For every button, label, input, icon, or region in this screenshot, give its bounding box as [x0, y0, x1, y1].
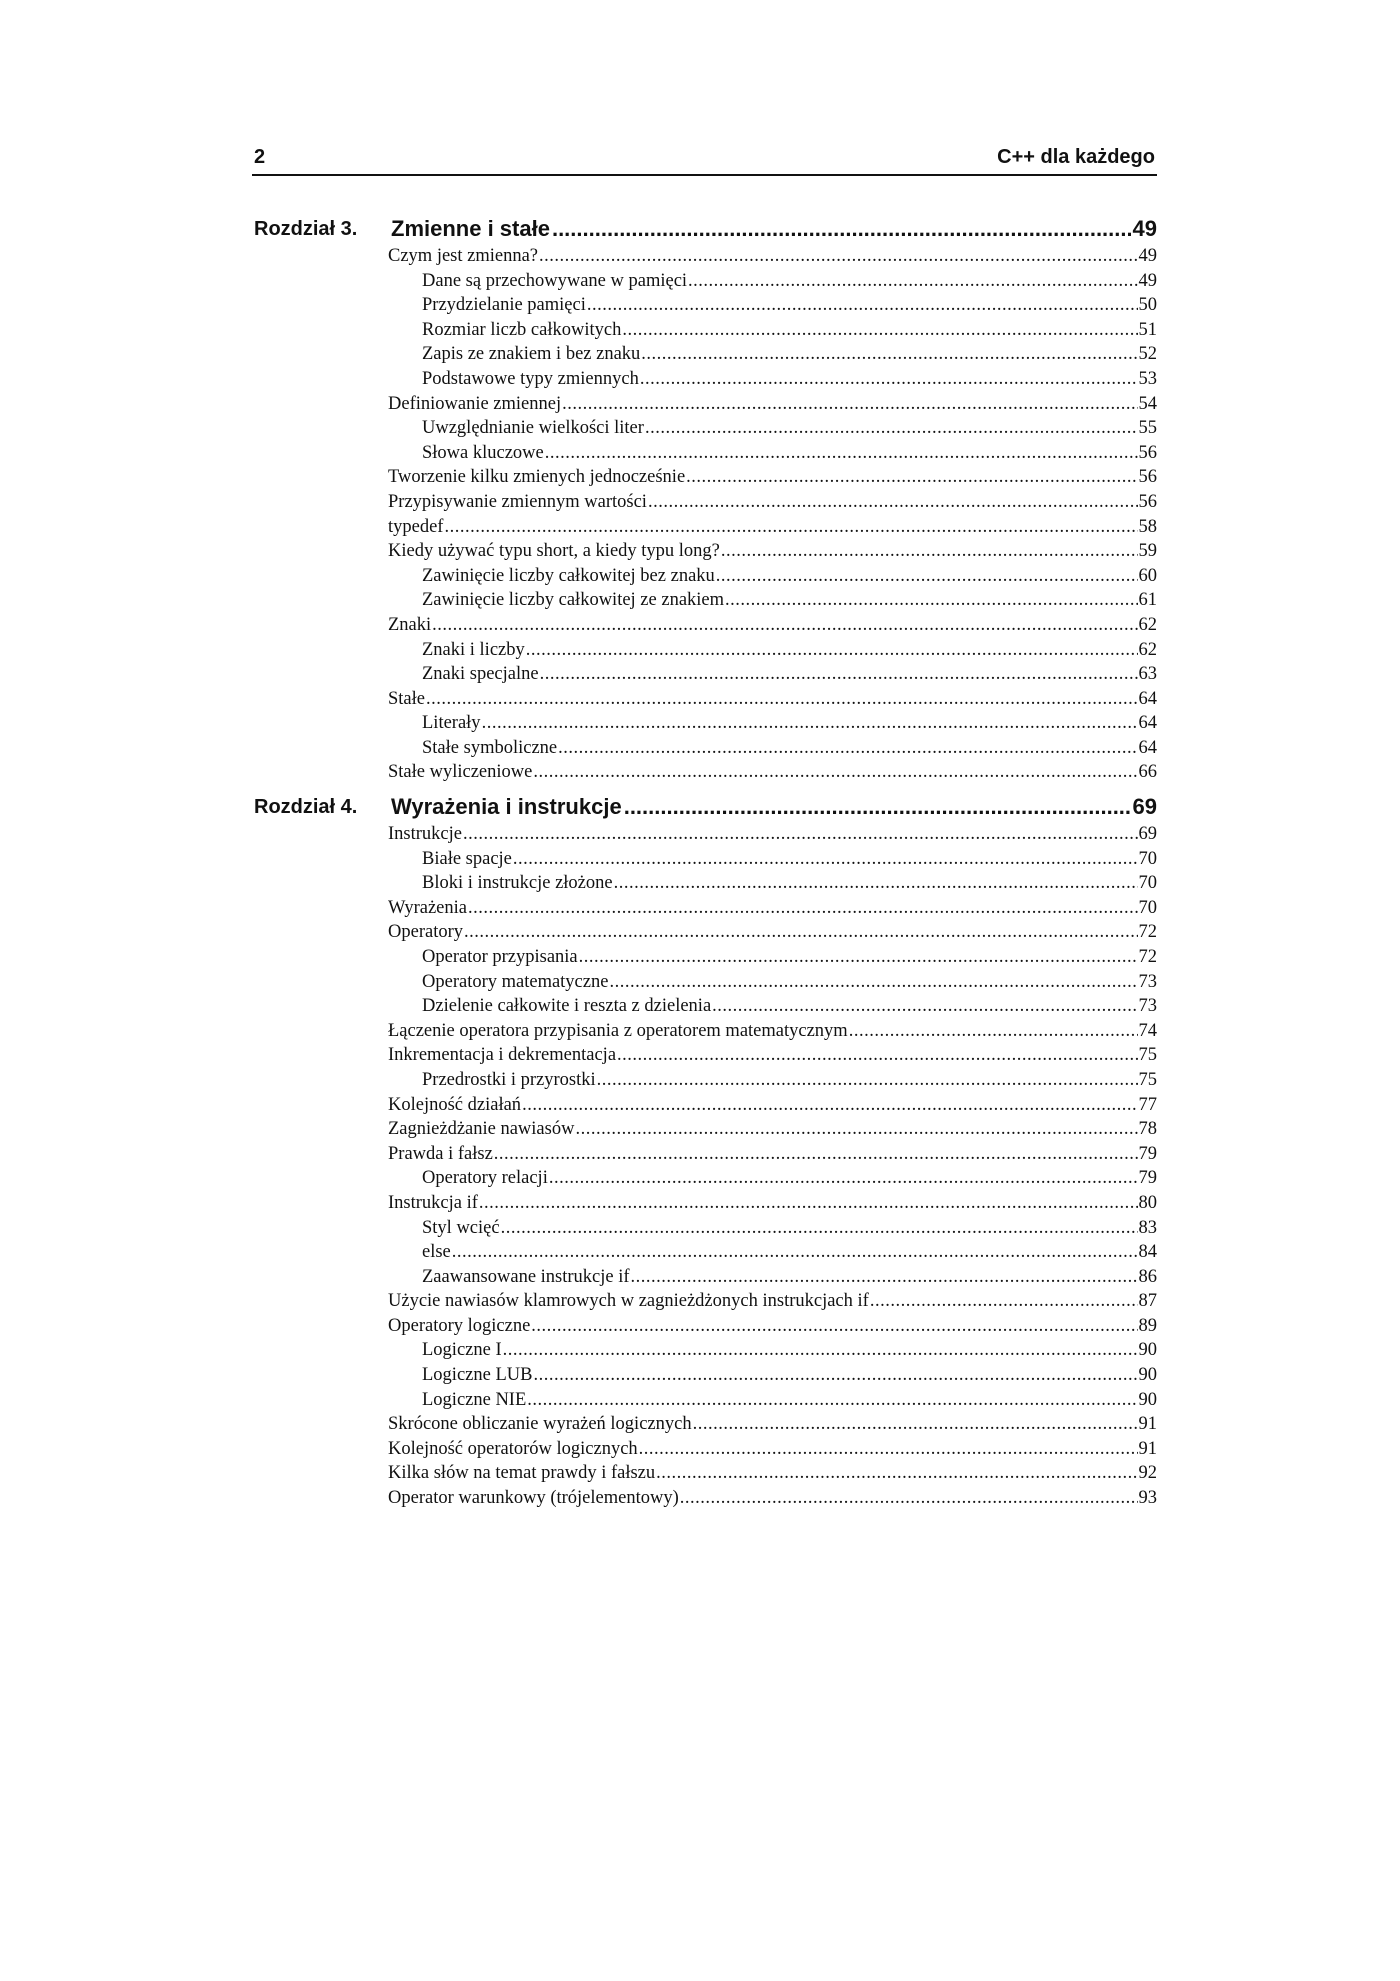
toc-entry-title: Operatory	[388, 922, 463, 943]
toc-entry-title: Uwzględnianie wielkości liter	[422, 418, 644, 439]
dot-leader	[624, 792, 1131, 822]
toc-entry-title: Przedrostki i przyrostki	[422, 1069, 596, 1090]
toc-entry	[252, 920, 1157, 945]
toc-entry-page: 93	[1138, 1488, 1157, 1509]
toc-entry-page: 72	[1138, 922, 1157, 943]
toc-entry-page: 84	[1138, 1242, 1157, 1263]
dot-leader	[725, 588, 1137, 613]
toc-entry-page: 69	[1138, 824, 1157, 844]
dot-leader	[513, 847, 1138, 872]
toc-entry-page: 73	[1138, 996, 1157, 1017]
toc-entry	[252, 1265, 1157, 1290]
toc-entry-title: else	[422, 1242, 451, 1263]
toc-entry	[252, 1338, 1157, 1363]
toc-entry-page: 75	[1138, 1045, 1157, 1066]
toc-entry	[252, 1093, 1157, 1118]
dot-leader	[463, 822, 1138, 847]
toc-entry-title: Logiczne I	[422, 1340, 502, 1361]
toc-entry	[252, 465, 1157, 490]
toc-entry	[252, 1363, 1157, 1388]
toc-entry	[252, 367, 1157, 392]
dot-leader	[640, 367, 1138, 392]
chapter-title: Wyrażenia i instrukcje	[391, 794, 622, 819]
dot-leader	[464, 920, 1138, 945]
chapter-3-section	[252, 214, 1157, 785]
book-title: C++ dla każdego	[997, 146, 1155, 168]
dot-leader	[494, 1142, 1138, 1167]
dot-leader	[870, 1289, 1138, 1314]
toc-entry-page: 64	[1138, 688, 1157, 709]
toc-entry-title: Operator warunkowy (trójelementowy)	[388, 1488, 679, 1509]
chapter-title: Zmienne i stałe	[391, 216, 550, 241]
toc-entry-title: Operatory matematyczne	[422, 971, 609, 992]
chapter-heading	[252, 792, 1157, 822]
toc-entry-page: 63	[1138, 664, 1157, 685]
chapter-page: 49	[1132, 216, 1157, 241]
toc-entry-title: Logiczne NIE	[422, 1389, 527, 1410]
toc-entry-title: Operator przypisania	[422, 946, 578, 967]
toc-entry-title: Białe spacje	[422, 848, 512, 869]
toc-entry-title: Instrukcja if	[388, 1192, 478, 1213]
chapter-page: 69	[1132, 794, 1157, 819]
page-number: 2	[254, 146, 266, 168]
dot-leader	[641, 342, 1137, 367]
toc-entry	[252, 1240, 1157, 1265]
toc-entry-title: Prawda i fałsz	[388, 1143, 493, 1164]
toc-entry-title: Tworzenie kilku zmienych jednocześnie	[388, 467, 686, 488]
dot-leader	[562, 392, 1137, 417]
toc-entry-title: Literały	[422, 713, 481, 734]
toc-entry-page: 75	[1138, 1069, 1157, 1090]
toc-entry-title: Stałe wyliczeniowe	[388, 762, 533, 783]
toc-entry-title: Wyrażenia	[388, 897, 467, 918]
toc-entry-title: Dane są przechowywane w pamięci	[422, 270, 688, 291]
toc-entry	[252, 269, 1157, 294]
dot-leader	[680, 1486, 1138, 1511]
toc-entry-page: 54	[1138, 393, 1157, 414]
toc-entry-page: 64	[1138, 713, 1157, 734]
toc-entry-page: 49	[1138, 270, 1157, 291]
toc-entry-page: 70	[1138, 873, 1157, 894]
toc-entry-title: Skrócone obliczanie wyrażeń logicznych	[388, 1414, 692, 1435]
toc-entry-page: 60	[1138, 565, 1157, 586]
toc-entry	[252, 687, 1157, 712]
toc-entry-page: 55	[1138, 418, 1157, 439]
dot-leader	[501, 1216, 1138, 1241]
toc-entry	[252, 564, 1157, 589]
toc-entry	[252, 490, 1157, 515]
toc-entry	[252, 1437, 1157, 1462]
page-header	[252, 140, 1157, 176]
toc-entry	[252, 871, 1157, 896]
dot-leader	[479, 1191, 1138, 1216]
toc-entry	[252, 1216, 1157, 1241]
chapter-4-section	[252, 792, 1157, 1511]
toc-entry-title: Kolejność działań	[388, 1094, 522, 1115]
dot-leader	[526, 638, 1138, 663]
toc-entry	[252, 760, 1157, 785]
dot-leader	[686, 465, 1137, 490]
dot-leader	[622, 318, 1137, 343]
toc-entry-title: Stałe	[388, 688, 425, 709]
toc-entry-page: 74	[1138, 1020, 1157, 1041]
dot-leader	[522, 1093, 1137, 1118]
toc-entry-title: Dzielenie całkowite i reszta z dzielenia	[422, 996, 712, 1017]
toc-entry-page: 77	[1138, 1094, 1157, 1115]
dot-leader	[639, 1437, 1138, 1462]
toc-entry	[252, 342, 1157, 367]
toc-entry-page: 91	[1138, 1438, 1157, 1459]
toc-entry	[252, 1142, 1157, 1167]
toc-entry	[252, 994, 1157, 1019]
toc-entry	[252, 1019, 1157, 1044]
toc-entry-page: 73	[1138, 971, 1157, 992]
toc-entry-page: 62	[1138, 614, 1157, 635]
toc-entry	[252, 736, 1157, 761]
dot-leader	[716, 564, 1138, 589]
dot-leader	[597, 1068, 1138, 1093]
toc-entry	[252, 318, 1157, 343]
dot-leader	[849, 1019, 1138, 1044]
toc-entry-page: 80	[1138, 1192, 1157, 1213]
toc-entry-page: 78	[1138, 1119, 1157, 1140]
toc-entry-title: Czym jest zmienna?	[388, 246, 539, 266]
toc-entry-title: Instrukcje	[388, 824, 462, 844]
toc-entry-page: 58	[1138, 516, 1157, 537]
toc-entry-title: Bloki i instrukcje złożone	[422, 873, 613, 894]
toc-entry-page: 66	[1138, 762, 1157, 783]
toc-entry	[252, 293, 1157, 318]
toc-entry	[252, 945, 1157, 970]
toc-entry	[252, 441, 1157, 466]
toc-entry-title: Stałe symboliczne	[422, 737, 558, 758]
toc-entry	[252, 896, 1157, 921]
chapter-heading	[252, 214, 1157, 244]
toc-entry	[252, 416, 1157, 441]
toc-entry-title: Kiedy używać typu short, a kiedy typu long?	[388, 541, 720, 562]
dot-leader	[721, 539, 1138, 564]
toc-entry-page: 56	[1138, 467, 1157, 488]
toc-entry	[252, 822, 1157, 847]
toc-entry-title: Znaki	[388, 614, 432, 635]
toc-entry-page: 90	[1138, 1340, 1157, 1361]
dot-leader	[645, 416, 1138, 441]
dot-leader	[549, 1166, 1138, 1191]
toc-entry-page: 83	[1138, 1217, 1157, 1238]
toc-entry	[252, 1068, 1157, 1093]
dot-leader	[688, 269, 1137, 294]
dot-leader	[617, 1043, 1137, 1068]
dot-leader	[533, 760, 1137, 785]
toc-entry-title: Kolejność operatorów logicznych	[388, 1438, 638, 1459]
dot-leader	[539, 244, 1137, 269]
toc-entry	[252, 1043, 1157, 1068]
toc-entry-page: 72	[1138, 946, 1157, 967]
toc-entry	[252, 588, 1157, 613]
toc-entry-title: Styl wcięć	[422, 1217, 500, 1238]
toc-entry-title: typedef	[388, 516, 444, 537]
dot-leader	[533, 1363, 1137, 1388]
toc-entry-title: Zawinięcie liczby całkowitej bez znaku	[422, 565, 715, 586]
toc-entry	[252, 970, 1157, 995]
toc-entry-title: Znaki i liczby	[422, 639, 525, 660]
toc-entry	[252, 392, 1157, 417]
dot-leader	[482, 711, 1138, 736]
dot-leader	[587, 293, 1138, 318]
toc-entry-title: Przydzielanie pamięci	[422, 295, 586, 316]
toc-entry-page: 50	[1138, 295, 1157, 316]
toc-entry	[252, 1166, 1157, 1191]
dot-leader	[648, 490, 1138, 515]
toc-entry-title: Operatory relacji	[422, 1168, 548, 1189]
toc-entry-title: Słowa kluczowe	[422, 442, 544, 463]
toc-entry	[252, 847, 1157, 872]
toc-entry-page: 51	[1138, 319, 1157, 340]
toc-entry	[252, 711, 1157, 736]
toc-entry	[252, 515, 1157, 540]
dot-leader	[452, 1240, 1138, 1265]
dot-leader	[531, 1314, 1137, 1339]
dot-leader	[614, 871, 1138, 896]
dot-leader	[552, 214, 1131, 244]
toc-entry	[252, 638, 1157, 663]
toc-entry-title: Użycie nawiasów klamrowych w zagnieżdżonych instrukcjach if	[388, 1291, 869, 1312]
toc-entry	[252, 1289, 1157, 1314]
toc-entry-page: 79	[1138, 1143, 1157, 1164]
toc-entry-page: 52	[1138, 344, 1157, 365]
toc-entry-page: 53	[1138, 368, 1157, 389]
toc-entry-title: Zawinięcie liczby całkowitej ze znakiem	[422, 590, 725, 611]
toc-entry-title: Podstawowe typy zmiennych	[422, 368, 639, 389]
toc-entry	[252, 1388, 1157, 1413]
toc-entry-page: 92	[1138, 1463, 1157, 1484]
dot-leader	[579, 945, 1138, 970]
toc-entry-title: Zapis ze znakiem i bez znaku	[422, 344, 641, 365]
toc-entry-page: 64	[1138, 737, 1157, 758]
toc-entry-title: Kilka słów na temat prawdy i fałszu	[388, 1463, 656, 1484]
toc-entry-page: 70	[1138, 848, 1157, 869]
toc-entry-page: 56	[1138, 491, 1157, 512]
toc-entry	[252, 1461, 1157, 1486]
toc-entry	[252, 662, 1157, 687]
dot-leader	[468, 896, 1138, 921]
dot-leader	[558, 736, 1137, 761]
toc-entry-title: Zagnieżdżanie nawiasów	[388, 1119, 575, 1140]
toc-entry-title: Łączenie operatora przypisania z operatorem matematycznym	[388, 1020, 848, 1041]
toc-entry-title: Przypisywanie zmiennym wartości	[388, 491, 647, 512]
toc-entry-page: 87	[1138, 1291, 1157, 1312]
dot-leader	[545, 441, 1138, 466]
toc-entry	[252, 539, 1157, 564]
dot-leader	[575, 1117, 1137, 1142]
toc-entry-page: 79	[1138, 1168, 1157, 1189]
dot-leader	[503, 1338, 1138, 1363]
toc-entry-page: 59	[1138, 541, 1157, 562]
dot-leader	[693, 1412, 1138, 1437]
toc-entry-title: Znaki specjalne	[422, 664, 539, 685]
toc-entry	[252, 1191, 1157, 1216]
toc-entry-title: Inkrementacja i dekrementacja	[388, 1045, 617, 1066]
toc-entries	[252, 822, 1157, 1511]
toc-entry-title: Operatory logiczne	[388, 1315, 531, 1336]
chapter-label: Rozdział 3.	[254, 218, 358, 240]
dot-leader	[426, 687, 1138, 712]
toc-entry-page: 89	[1138, 1315, 1157, 1336]
dot-leader	[540, 662, 1138, 687]
toc-entries	[252, 244, 1157, 785]
toc-entry	[252, 1486, 1157, 1511]
toc-entry-page: 61	[1138, 590, 1157, 611]
dot-leader	[631, 1265, 1138, 1290]
toc-entry	[252, 1314, 1157, 1339]
chapter-label: Rozdział 4.	[254, 796, 358, 818]
toc-entry-page: 62	[1138, 639, 1157, 660]
dot-leader	[609, 970, 1137, 995]
dot-leader	[444, 515, 1137, 540]
dot-leader	[527, 1388, 1137, 1413]
toc-entry	[252, 613, 1157, 638]
toc-entry-title: Logiczne LUB	[422, 1365, 533, 1386]
toc-entry	[252, 1117, 1157, 1142]
toc-entry-page: 90	[1138, 1389, 1157, 1410]
dot-leader	[656, 1461, 1137, 1486]
dot-leader	[432, 613, 1137, 638]
toc-entry-page: 90	[1138, 1365, 1157, 1386]
toc-entry-title: Rozmiar liczb całkowitych	[422, 319, 622, 340]
toc-entry	[252, 244, 1157, 269]
toc-entry-title: Definiowanie zmiennej	[388, 393, 562, 414]
toc-entry	[252, 1412, 1157, 1437]
toc-entry-page: 86	[1138, 1266, 1157, 1287]
toc-entry-page: 49	[1138, 246, 1157, 266]
toc-entry-page: 91	[1138, 1414, 1157, 1435]
dot-leader	[712, 994, 1137, 1019]
toc-entry-page: 70	[1138, 897, 1157, 918]
toc-entry-page: 56	[1138, 442, 1157, 463]
toc-entry-title: Zaawansowane instrukcje if	[422, 1266, 630, 1287]
